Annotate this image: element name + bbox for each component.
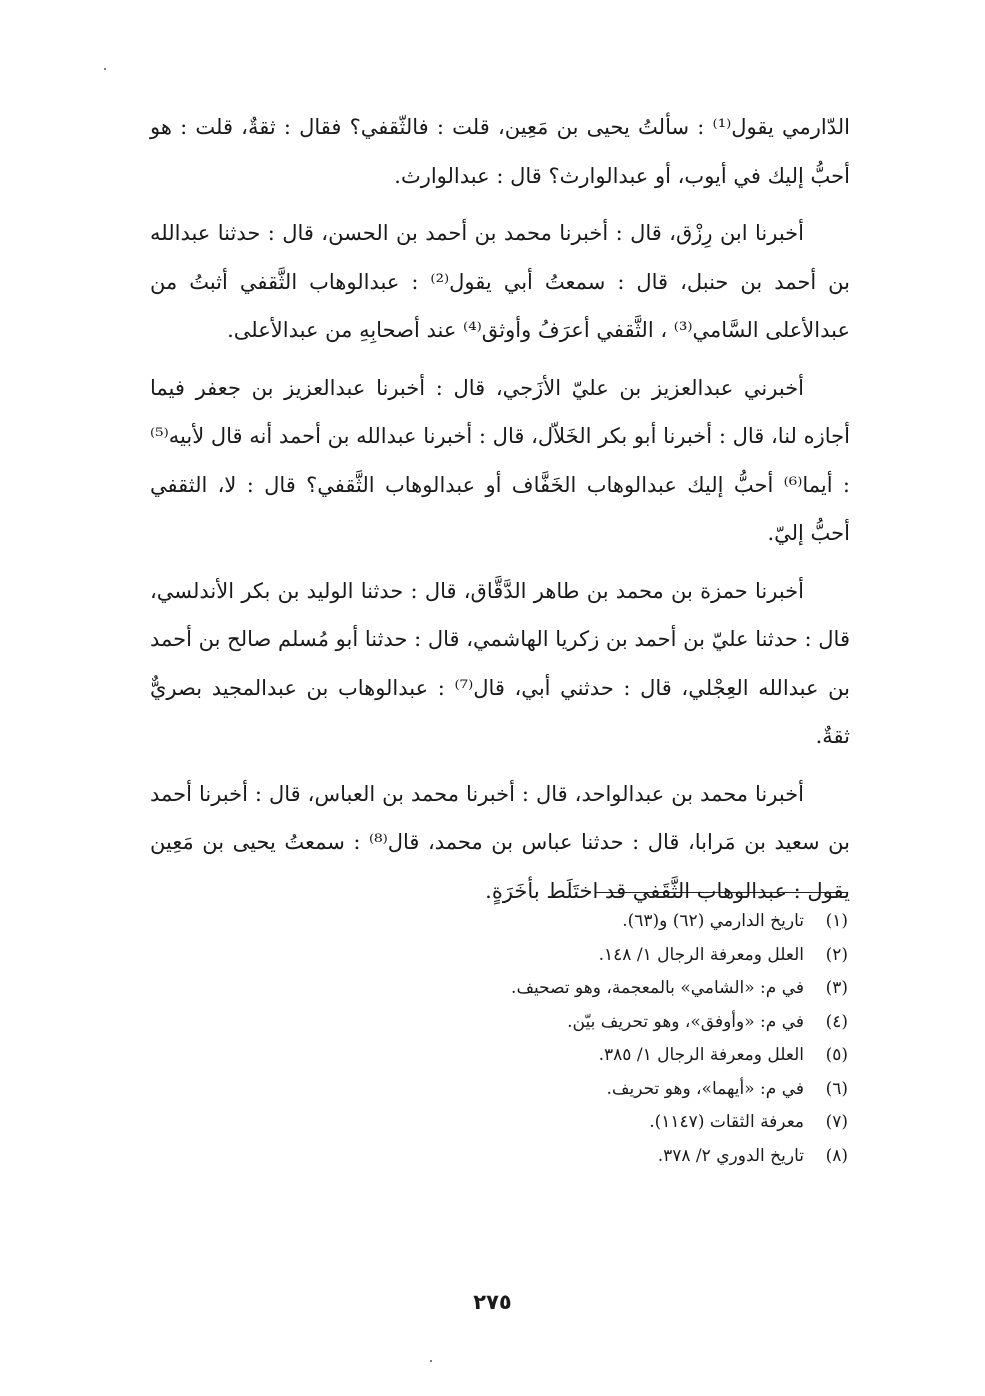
footnote-4 xyxy=(300,1006,848,1040)
footnote-8 xyxy=(300,1140,848,1174)
footnote-text: العلل ومعرفة الرجال ١/ ١٤٨. xyxy=(598,944,804,965)
footnote-text: في م: «أيهما»، وهو تحريف. xyxy=(606,1078,804,1099)
footnote-number: (٣) xyxy=(825,978,848,998)
footnote-text: تاريخ الدوري ٢/ ٣٧٨. xyxy=(657,1145,804,1166)
paragraph-3: أخبرني عبدالعزيز بن عليّ الأزَجي، قال : أخبرنا عبدالعزيز بن جعفر فيما أجازه لنا، قال : أخبرنا أبو بكر الخَلاّل، قال : أخبرنا عبدالله بن أحمد أنه قال لأبيه⁽⁵⁾ : أيما⁽⁶⁾ أحبُّ إليك عبدالوهاب الخَفَّاف أو عبدالوهاب الثَّقفي؟ قال : لا، الثقفي أحبُّ إليّ. xyxy=(150,375,850,545)
scan-speck xyxy=(104,68,106,70)
footnote-3 xyxy=(300,972,848,1006)
footnote-7 xyxy=(300,1106,848,1140)
footnote-text: معرفة الثقات (١١٤٧). xyxy=(649,1112,804,1132)
footnote-number: (١) xyxy=(825,911,848,931)
footnote-number: (٤) xyxy=(825,1011,848,1032)
scan-speck xyxy=(430,1360,432,1362)
paragraph-1: الدّارمي يقول⁽¹⁾ : سألتُ يحيى بن مَعِين، قلت : فالثّقفي؟ فقال : ثقةٌ، قلت : هو أحبُّ إليك في أيوب، أو عبدالوارث؟ قال : عبدالوارث. xyxy=(150,115,851,188)
paragraph-5: أخبرنا محمد بن عبدالواحد، قال : أخبرنا محمد بن العباس، قال : أخبرنا أحمد بن سعيد بن مَرابا، قال : حدثنا عباس بن محمد، قال⁽⁸⁾ : سمعتُ يحيى بن مَعِين يقول : عبدالوهاب الثَّقَفي قد اختَلَط بأخَرَةٍ. xyxy=(150,781,851,903)
footnote-6 xyxy=(300,1073,848,1107)
main-text xyxy=(150,103,850,924)
footnote-1 xyxy=(300,905,848,939)
footnote-text: العلل ومعرفة الرجال ١/ ٣٨٥. xyxy=(598,1045,804,1065)
footnote-number: (٥) xyxy=(825,1045,848,1065)
footnote-number: (٦) xyxy=(825,1078,848,1099)
footnote-separator xyxy=(596,892,848,893)
footnote-number: (٨) xyxy=(825,1145,848,1166)
footnote-2 xyxy=(300,939,848,973)
footnote-number: (٢) xyxy=(825,944,848,965)
paragraph-2: أخبرنا ابن رِزْق، قال : أخبرنا محمد بن أحمد بن الحسن، قال : حدثنا عبدالله بن أحمد بن حنبل، قال : سمعتُ أبي يقول⁽²⁾ : عبدالوهاب الثَّقفي أثبتُ من عبدالأعلى السَّامي⁽³⁾ ، الثَّقفي أعرَفُ وأوثق⁽⁴⁾ عند أصحابِهِ من عبدالأعلى. xyxy=(150,221,850,342)
footnote-text: في م: «الشامي» بالمعجمة، وهو تصحيف. xyxy=(511,978,804,998)
page-number: ٢٧٥ xyxy=(473,1290,512,1314)
footnote-text: في م: «وأوفق»، وهو تحريف بيّن. xyxy=(567,1011,804,1032)
footnote-number: (٧) xyxy=(825,1112,848,1132)
footnotes-list xyxy=(300,905,848,1173)
footnote-text: تاريخ الدارمي (٦٢) و(٦٣). xyxy=(622,911,804,931)
paragraph-4: أخبرنا حمزة بن محمد بن طاهر الدَّقَّاق، قال : حدثنا الوليد بن بكر الأندلسي، قال : حدثنا عليّ بن أحمد بن زكريا الهاشمي، قال : حدثنا أبو مُسلم صالح بن أحمد بن عبدالله العِجْلي، قال : حدثني أبي، قال⁽⁷⁾ : عبدالوهاب بن عبدالمجيد بصريٌّ ثقةٌ. xyxy=(150,578,850,748)
footnote-5 xyxy=(300,1039,848,1073)
